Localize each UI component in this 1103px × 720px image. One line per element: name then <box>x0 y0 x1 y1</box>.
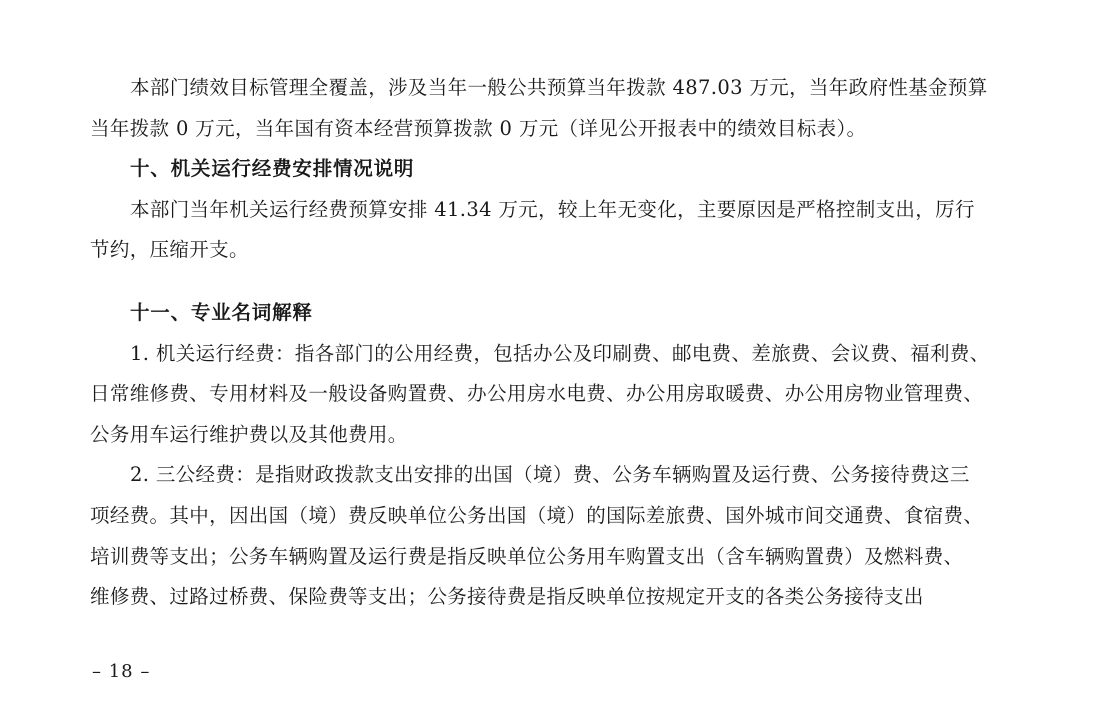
paragraph-operating-expenses-line-2: 节约，压缩开支。 <box>90 238 249 262</box>
section-spacer <box>90 271 1025 293</box>
glossary-item-2-line-1: 2. 三公经费：是指财政拨款支出安排的出国（境）费、公务车辆购置及运行费、公务接待费这三 <box>130 463 970 487</box>
glossary-item-2-line-2: 项经费。其中，因出国（境）费反映单位公务出国（境）的国际差旅费、国外城市间交通费、食宿费、 <box>90 503 984 527</box>
glossary-item-1-line-1: 1. 机关运行经费：指各部门的公用经费，包括办公及印刷费、邮电费、差旅费、会议费、福利费、 <box>130 341 990 365</box>
paragraph-performance-line-1: 本部门绩效目标管理全覆盖，涉及当年一般公共预算当年拨款 487.03 万元，当年政府性基金预算 <box>130 76 988 99</box>
glossary-item-1-line-2: 日常维修费、专用材料及一般设备购置费、办公用房水电费、办公用房取暖费、办公用房物业管理费、 <box>90 382 984 406</box>
paragraph-performance-line-2: 当年拨款 0 万元，当年国有资本经营预算拨款 0 万元（详见公开报表中的绩效目标表）。 <box>90 116 867 140</box>
section-heading-operating-expenses: 十、机关运行经费安排情况说明 <box>130 157 415 181</box>
paragraph-operating-expenses-line-1: 本部门当年机关运行经费预算安排 41.34 万元，较上年无变化，主要原因是严格控制支出，厉行 <box>130 197 975 221</box>
document-body <box>90 68 1025 618</box>
page-number: – 18 – <box>92 661 151 682</box>
section-heading-glossary: 十一、专业名词解释 <box>130 300 313 324</box>
glossary-item-2-line-4: 维修费、过路过桥费、保险费等支出；公务接待费是指反映单位按规定开支的各类公务接待支出 <box>90 585 924 609</box>
glossary-item-2-line-3: 培训费等支出；公务车辆购置及运行费是指反映单位公务用车购置支出（含车辆购置费）及燃料费、 <box>90 544 964 568</box>
glossary-item-1-line-3: 公务用车运行维护费以及其他费用。 <box>90 422 408 446</box>
